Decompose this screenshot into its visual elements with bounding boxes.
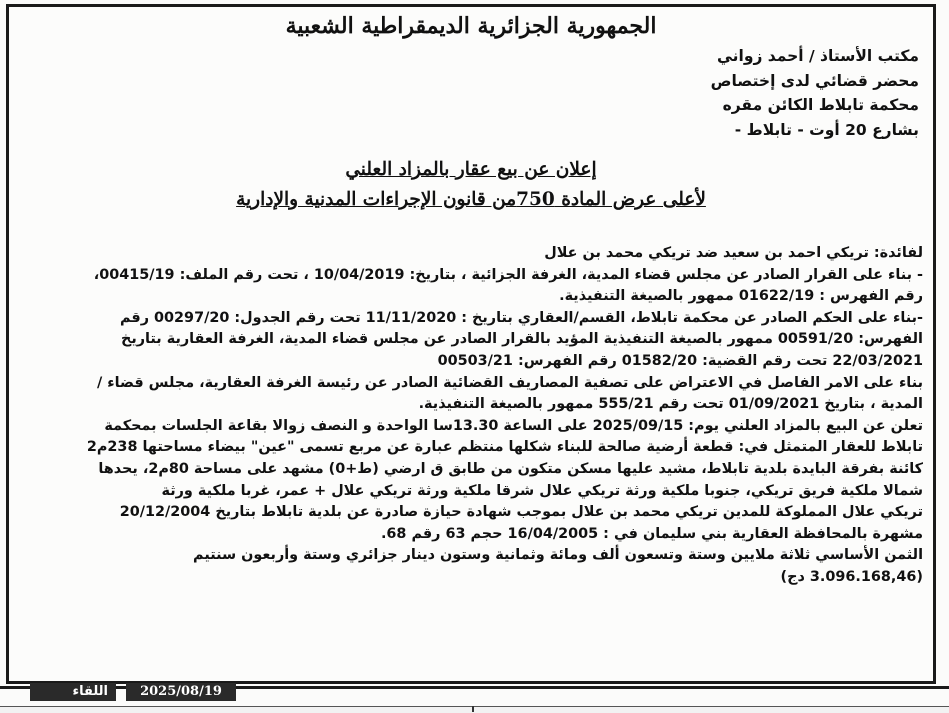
body-line: مشهرة بالمحافظة العقارية بني سليمان في : 16/04/2005 حجم 63 رقم 68. bbox=[380, 525, 923, 542]
republic-heading: الجمهورية الجزائرية الديمقراطية الشعبية bbox=[285, 13, 657, 39]
notice-titles bbox=[9, 155, 933, 215]
body-line: المدية ، بتاريخ 01/09/2021 تحت رقم 555/21 ممهور بالصيغة التنفيذية. bbox=[418, 396, 923, 413]
body-line: الفهرس: 00591/20 ممهور بالصيغة التنفيذية المؤيد بالقرار الصادر عن مجلس قضاء المدية، الغرفة العقارية بتاريخ bbox=[120, 331, 923, 348]
office-line: بشارع 20 أوت - تابلاط - bbox=[734, 120, 919, 139]
body-line: -بناء على الحكم الصادر عن محكمة تابلاط، القسم/العقاري بتاريخ : 11/11/2020 تحت رقم الجدول: 00297/20 رقم bbox=[120, 309, 923, 326]
body-line: كائنة بفرقة البايدة بلدية تابلاط، مشيد عليها مسكن متكون من طابق ق ارضي (ط+0) مشهد على مساحة 80م2، يحدها bbox=[98, 460, 923, 477]
notice-frame bbox=[6, 4, 936, 684]
body-line: 22/03/2021 تحت رقم القضية: 01582/20 رقم الفهرس: 00503/21 bbox=[437, 352, 923, 369]
office-block bbox=[519, 44, 919, 142]
body-line: الثمن الأساسي ثلاثة ملايين وستة وتسعون ألف ومائة وثمانية وستون دينار جزائري وستة وأربعون سنتيم bbox=[193, 547, 923, 564]
office-line: مكتب الأستاذ / أحمد زواني bbox=[717, 47, 919, 65]
office-line: محضر قضائي لدى إختصاص bbox=[710, 71, 919, 90]
office-line: محكمة تابلاط الكائن مقره bbox=[722, 96, 919, 114]
publication-date: 2025/08/19 bbox=[126, 683, 236, 701]
body-line: تعلن عن البيع بالمزاد العلني يوم: 2025/09/15 على الساعة 13.30سا الواحدة و النصف زوالا بقاعة الجلسات بمحكمة bbox=[104, 417, 923, 434]
column-divider bbox=[472, 706, 474, 712]
body-line: شمالا ملكية فريق تريكي، جنوبا ملكية ورثة تريكي علال شرقا ملكية ورثة تريكي علال + عمر، غربا ملكية ورثة bbox=[161, 482, 923, 499]
body-line: لفائدة: تريكي احمد بن سعيد ضد تريكي محمد بن علال bbox=[544, 245, 923, 261]
body-line: تابلاط للعقار المتمثل في: قطعة أرضية صالحة للبناء شكلها منتظم عبارة عن مربع تسمى "عين" بيضاء مساحتها 238م2 bbox=[86, 439, 923, 456]
newspaper-name: اللقاء bbox=[30, 683, 116, 701]
body-line: تريكي علال المملوكة للمدين تريكي محمد بن علال بموجب شهادة حيازة صادرة عن بلدية تابلاط بتاريخ 20/12/2004 bbox=[119, 504, 923, 521]
body-line: بناء على الامر الفاصل في الاعتراض على تصفية المصاريف القضائية الصادر عن رئيسة الغرفة العقارية، مجلس قضاء / bbox=[97, 374, 923, 391]
notice-subtitle: لأعلى عرض المادة 750من قانون الإجراءات المدنية والإدارية bbox=[236, 189, 706, 210]
body-line: رقم الفهرس : 01622/19 ممهور بالصيغة التنفيذية. bbox=[559, 288, 923, 305]
notice-title: إعلان عن بيع عقار بالمزاد العلني bbox=[345, 159, 597, 180]
body-line: - بناء على القرار الصادر عن مجلس قضاء المدية، الغرفة الجزائية ، بتاريخ: 10/04/2019 ، تحت رقم الملف: 00415/19، bbox=[93, 266, 923, 283]
body-line: (3.096.168,46 دج) bbox=[780, 568, 923, 585]
notice-body bbox=[27, 243, 923, 589]
